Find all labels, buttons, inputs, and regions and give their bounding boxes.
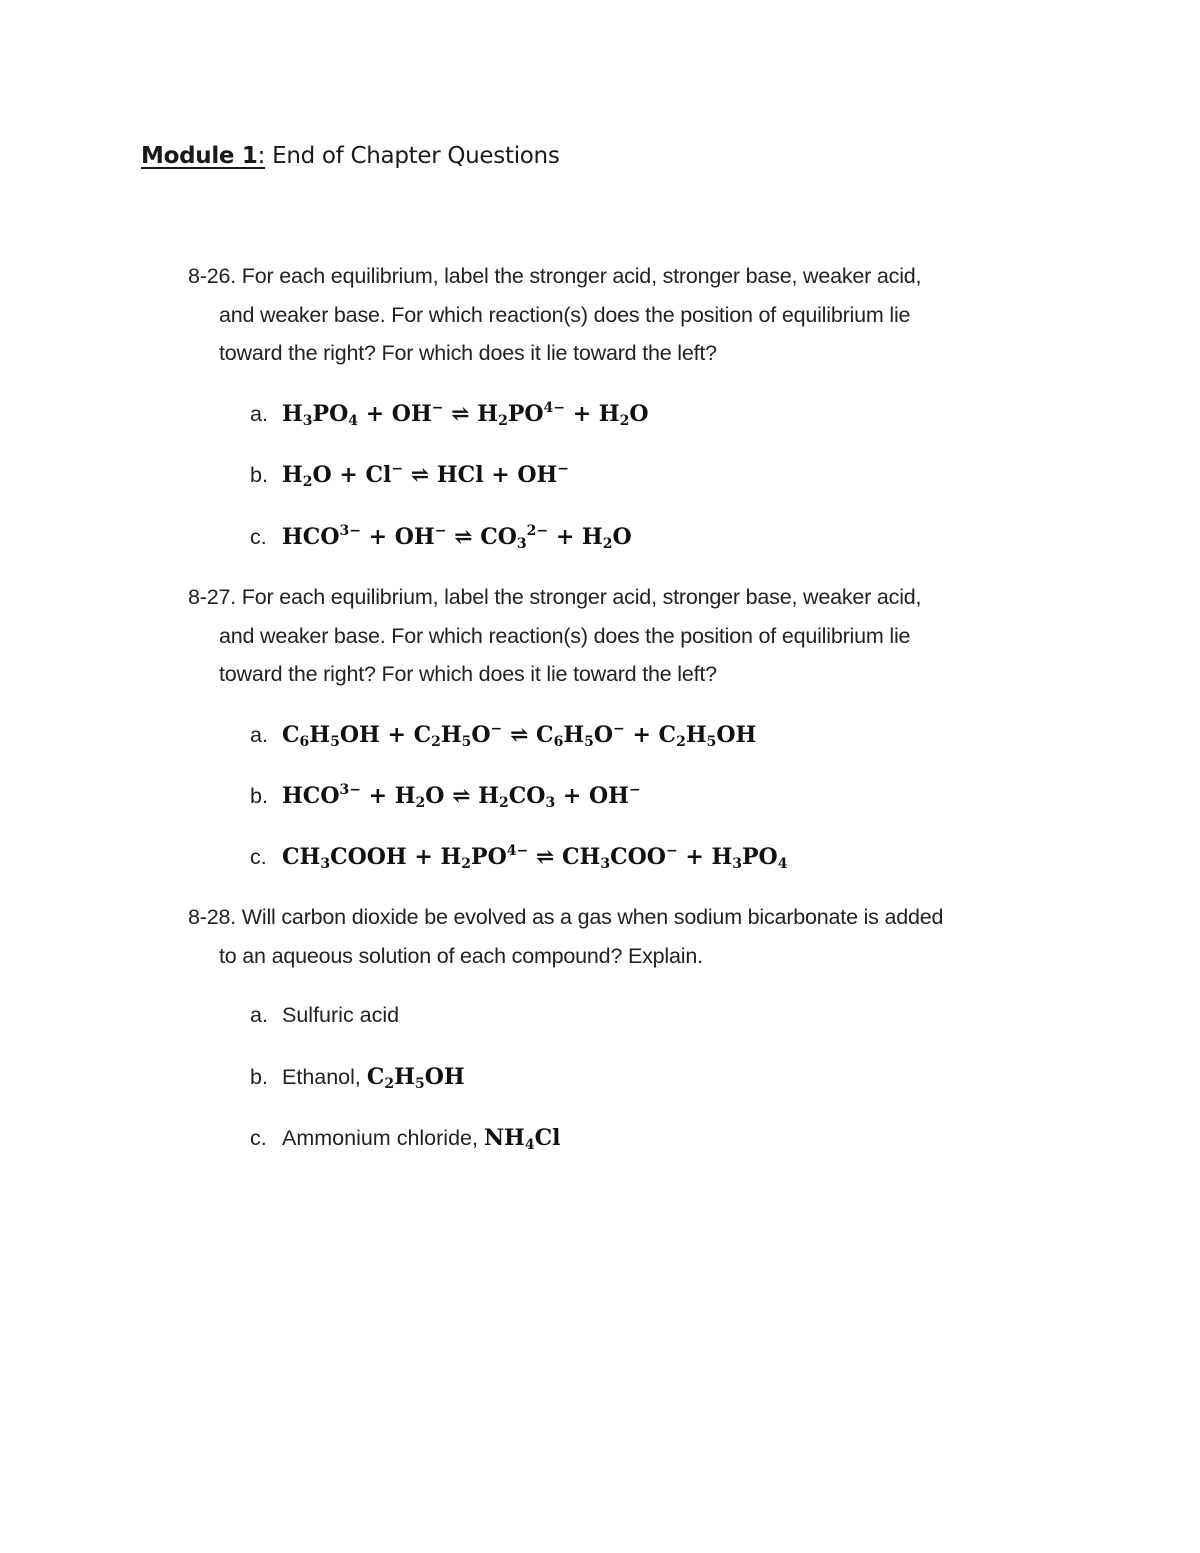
equation-item	[250, 721, 756, 750]
equation-item	[250, 461, 569, 490]
chemical-equation: $CH_3COOH + H_2PO^{4-}$ ⇌ $CH_3COO^- + H_3PO_4$	[282, 843, 788, 872]
equation-item	[250, 843, 787, 872]
equation-item	[250, 782, 641, 811]
chemical-equation: $HCO^{3-} + H_2O$ ⇌ $H_2CO_3 + OH^-$	[282, 782, 641, 811]
item-text: Ammonium chloride,	[282, 1126, 484, 1150]
chemical-equation: $H_2O + Cl^-$ ⇌ HCl + OH−	[282, 461, 570, 490]
item-label: b.	[250, 784, 268, 808]
question-text-line: and weaker base. For which reaction(s) does the position of equilibrium lie	[219, 302, 911, 327]
module-colon: :	[257, 143, 266, 169]
question-text-line: toward the right? For which does it lie toward the left?	[219, 341, 717, 365]
chemical-equation: $C_6H_5OH + C_2H_5O^-$ ⇌ $C_6H_5O^- + C_2H_5OH$	[282, 721, 757, 750]
question-number: 8-27.	[188, 585, 237, 609]
item-text: Sulfuric acid	[282, 1003, 400, 1027]
equation-item	[250, 400, 649, 429]
question-text-line: and weaker base. For which reaction(s) does the position of equilibrium lie	[219, 623, 911, 648]
answer-item	[250, 1125, 560, 1153]
item-label: b.	[250, 463, 268, 487]
item-text: Ethanol,	[282, 1065, 367, 1089]
question-8-26	[188, 257, 1068, 373]
answer-item	[250, 1003, 399, 1028]
item-label: c.	[250, 525, 267, 549]
question-number: 8-28.	[188, 905, 237, 929]
question-8-27	[188, 578, 1068, 694]
question-8-28	[188, 898, 1068, 975]
answer-item	[250, 1064, 465, 1092]
item-label: c.	[250, 845, 267, 869]
item-label: b.	[250, 1065, 268, 1089]
title-text: End of Chapter Questions	[265, 143, 560, 169]
question-text-line: to an aqueous solution of each compound? Explain.	[219, 943, 703, 968]
question-text-line: toward the right? For which does it lie toward the left?	[219, 662, 717, 686]
question-text-line: For each equilibrium, label the stronger acid, stronger base, weaker acid,	[236, 585, 922, 609]
chemical-equation: $HCO^{3-} + OH^-$ ⇌ $CO_3^{2-} + H_2O$	[282, 523, 632, 552]
item-label: c.	[250, 1126, 267, 1150]
question-number: 8-26.	[188, 264, 237, 288]
item-label: a.	[250, 1003, 268, 1027]
chemical-formula: $NH_4Cl$	[483, 1125, 561, 1153]
module-label: Module 1	[141, 143, 258, 169]
item-label: a.	[250, 723, 268, 747]
chemical-formula: $C_2H_5OH$	[366, 1064, 465, 1092]
equation-item	[250, 523, 632, 552]
question-text-line: For each equilibrium, label the stronger acid, stronger base, weaker acid,	[236, 264, 922, 288]
page-title	[141, 143, 560, 169]
item-label: a.	[250, 402, 268, 426]
chemical-equation: $H_3PO_4 + OH^-$ ⇌ $H_2PO^{4-} + H_2O$	[282, 400, 649, 429]
question-text-line: Will carbon dioxide be evolved as a gas when sodium bicarbonate is added	[236, 905, 944, 929]
